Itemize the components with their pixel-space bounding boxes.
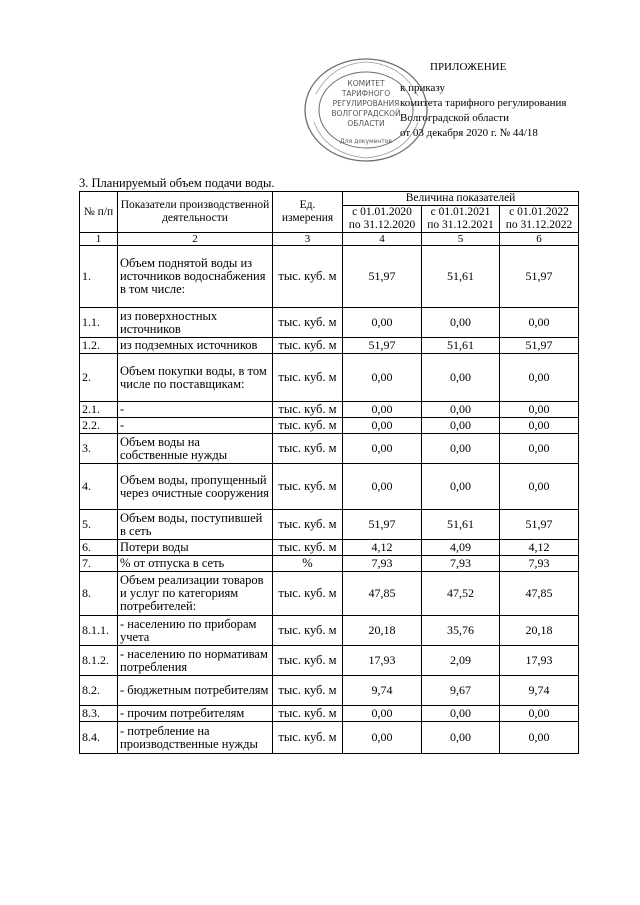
official-stamp-seal — [302, 56, 430, 164]
col-number: 6 — [500, 233, 579, 246]
value-2021: 0,00 — [422, 402, 500, 418]
value-2022: 0,00 — [500, 464, 579, 510]
svg-text:Для документов: Для документов — [340, 138, 392, 145]
row-unit: тыс. куб. м — [273, 722, 343, 754]
value-2022: 0,00 — [500, 434, 579, 464]
value-2021: 0,00 — [422, 418, 500, 434]
value-2020: 47,85 — [343, 572, 422, 616]
row-unit: тыс. куб. м — [273, 402, 343, 418]
row-number: 3. — [80, 434, 118, 464]
table-row — [80, 556, 579, 572]
value-2021: 0,00 — [422, 722, 500, 754]
value-2020: 9,74 — [343, 676, 422, 706]
table-row — [80, 510, 579, 540]
value-2021: 0,00 — [422, 706, 500, 722]
table-row — [80, 540, 579, 556]
header-line-3: Волгоградской области — [400, 112, 509, 124]
value-2020: 0,00 — [343, 722, 422, 754]
row-indicator-name: Объем поднятой воды из источников водоснабжения в том числе: — [118, 246, 273, 308]
row-unit: тыс. куб. м — [273, 418, 343, 434]
value-2021: 51,61 — [422, 246, 500, 308]
table-row — [80, 572, 579, 616]
row-number: 4. — [80, 464, 118, 510]
row-number: 8. — [80, 572, 118, 616]
section-title: 3. Планируемый объем подачи воды. — [79, 176, 275, 190]
value-2021: 0,00 — [422, 354, 500, 402]
table-row — [80, 354, 579, 402]
row-number: 7. — [80, 556, 118, 572]
col-header-period-2021: с 01.01.2021 по 31.12.2021 — [422, 206, 500, 233]
row-indicator-name: Объем воды, поступившей в сеть — [118, 510, 273, 540]
svg-text:ВОЛГОГРАДСКОЙ: ВОЛГОГРАДСКОЙ — [331, 109, 401, 118]
row-number: 2.2. — [80, 418, 118, 434]
table-row — [80, 616, 579, 646]
table-row — [80, 722, 579, 754]
col-header-period-2020: с 01.01.2020 по 31.12.2020 — [343, 206, 422, 233]
value-2021: 35,76 — [422, 616, 500, 646]
value-2021: 2,09 — [422, 646, 500, 676]
row-indicator-name: Объем реализации товаров и услуг по категориям потребителей: — [118, 572, 273, 616]
value-2020: 0,00 — [343, 706, 422, 722]
value-2021: 0,00 — [422, 464, 500, 510]
table-row — [80, 706, 579, 722]
row-unit: тыс. куб. м — [273, 338, 343, 354]
value-2022: 0,00 — [500, 722, 579, 754]
col-header-group: Величина показателей — [343, 192, 579, 206]
value-2021: 51,61 — [422, 338, 500, 354]
table-row — [80, 418, 579, 434]
value-2020: 0,00 — [343, 308, 422, 338]
value-2022: 4,12 — [500, 540, 579, 556]
row-indicator-name: - прочим потребителям — [118, 706, 273, 722]
row-number: 2.1. — [80, 402, 118, 418]
value-2020: 51,97 — [343, 510, 422, 540]
header-line-1: к приказу — [400, 82, 446, 94]
row-indicator-name: из поверхностных источников — [118, 308, 273, 338]
value-2022: 51,97 — [500, 246, 579, 308]
svg-text:ТАРИФНОГО: ТАРИФНОГО — [341, 89, 391, 98]
row-indicator-name: Потери воды — [118, 540, 273, 556]
svg-text:КОМИТЕТ: КОМИТЕТ — [347, 79, 385, 88]
col-number: 2 — [118, 233, 273, 246]
table-row — [80, 246, 579, 308]
value-2020: 0,00 — [343, 418, 422, 434]
value-2021: 4,09 — [422, 540, 500, 556]
row-indicator-name: - — [118, 418, 273, 434]
row-number: 8.1.2. — [80, 646, 118, 676]
value-2022: 20,18 — [500, 616, 579, 646]
value-2021: 0,00 — [422, 434, 500, 464]
row-indicator-name: - населению по приборам учета — [118, 616, 273, 646]
value-2021: 47,52 — [422, 572, 500, 616]
table-row — [80, 308, 579, 338]
value-2022: 0,00 — [500, 706, 579, 722]
table-row — [80, 464, 579, 510]
value-2022: 47,85 — [500, 572, 579, 616]
row-indicator-name: Объем покупки воды, в том числе по поставщикам: — [118, 354, 273, 402]
row-number: 1. — [80, 246, 118, 308]
value-2021: 51,61 — [422, 510, 500, 540]
row-indicator-name: - бюджетным потребителям — [118, 676, 273, 706]
row-number: 8.4. — [80, 722, 118, 754]
col-header-period-2022: с 01.01.2022 по 31.12.2022 — [500, 206, 579, 233]
col-number: 1 — [80, 233, 118, 246]
row-unit: тыс. куб. м — [273, 434, 343, 464]
value-2021: 0,00 — [422, 308, 500, 338]
row-unit: тыс. куб. м — [273, 246, 343, 308]
header-line-4: от 03 декабря 2020 г. № 44/18 — [400, 127, 538, 139]
row-unit: тыс. куб. м — [273, 308, 343, 338]
value-2020: 4,12 — [343, 540, 422, 556]
header-line-2: комитета тарифного регулирования — [400, 97, 567, 109]
value-2021: 9,67 — [422, 676, 500, 706]
col-number: 4 — [343, 233, 422, 246]
value-2020: 0,00 — [343, 434, 422, 464]
value-2020: 0,00 — [343, 354, 422, 402]
col-number: 5 — [422, 233, 500, 246]
row-unit: % — [273, 556, 343, 572]
table-row — [80, 338, 579, 354]
row-indicator-name: - потребление на производственные нужды — [118, 722, 273, 754]
row-indicator-name: из подземных источников — [118, 338, 273, 354]
row-number: 8.1.1. — [80, 616, 118, 646]
row-unit: тыс. куб. м — [273, 676, 343, 706]
value-2022: 0,00 — [500, 402, 579, 418]
col-header-unit: Ед. измерения — [273, 192, 343, 233]
row-number: 6. — [80, 540, 118, 556]
col-number: 3 — [273, 233, 343, 246]
row-unit: тыс. куб. м — [273, 572, 343, 616]
table-row — [80, 434, 579, 464]
row-number: 2. — [80, 354, 118, 402]
table-row — [80, 676, 579, 706]
row-indicator-name: - — [118, 402, 273, 418]
value-2020: 17,93 — [343, 646, 422, 676]
row-indicator-name: % от отпуска в сеть — [118, 556, 273, 572]
value-2020: 51,97 — [343, 246, 422, 308]
value-2020: 0,00 — [343, 464, 422, 510]
row-unit: тыс. куб. м — [273, 464, 343, 510]
appendix-title: ПРИЛОЖЕНИЕ — [430, 61, 507, 73]
value-2022: 0,00 — [500, 308, 579, 338]
value-2020: 0,00 — [343, 402, 422, 418]
value-2022: 17,93 — [500, 646, 579, 676]
svg-text:ОБЛАСТИ: ОБЛАСТИ — [347, 119, 385, 128]
value-2020: 51,97 — [343, 338, 422, 354]
row-unit: тыс. куб. м — [273, 706, 343, 722]
value-2020: 7,93 — [343, 556, 422, 572]
row-unit: тыс. куб. м — [273, 540, 343, 556]
row-indicator-name: Объем воды, пропущенный через очистные сооружения — [118, 464, 273, 510]
row-unit: тыс. куб. м — [273, 646, 343, 676]
water-supply-table — [79, 191, 579, 754]
value-2022: 7,93 — [500, 556, 579, 572]
row-number: 1.1. — [80, 308, 118, 338]
row-number: 1.2. — [80, 338, 118, 354]
row-unit: тыс. куб. м — [273, 510, 343, 540]
value-2022: 0,00 — [500, 354, 579, 402]
value-2021: 7,93 — [422, 556, 500, 572]
value-2022: 51,97 — [500, 510, 579, 540]
row-unit: тыс. куб. м — [273, 616, 343, 646]
row-unit: тыс. куб. м — [273, 354, 343, 402]
row-number: 5. — [80, 510, 118, 540]
table-row — [80, 646, 579, 676]
value-2020: 20,18 — [343, 616, 422, 646]
col-header-no: № п/п — [80, 192, 118, 233]
value-2022: 0,00 — [500, 418, 579, 434]
table-row — [80, 402, 579, 418]
value-2022: 9,74 — [500, 676, 579, 706]
svg-text:РЕГУЛИРОВАНИЯ: РЕГУЛИРОВАНИЯ — [332, 99, 400, 108]
row-indicator-name: - населению по нормативам потребления — [118, 646, 273, 676]
row-number: 8.3. — [80, 706, 118, 722]
row-indicator-name: Объем воды на собственные нужды — [118, 434, 273, 464]
row-number: 8.2. — [80, 676, 118, 706]
value-2022: 51,97 — [500, 338, 579, 354]
col-header-name: Показатели производственной деятельности — [118, 192, 273, 233]
